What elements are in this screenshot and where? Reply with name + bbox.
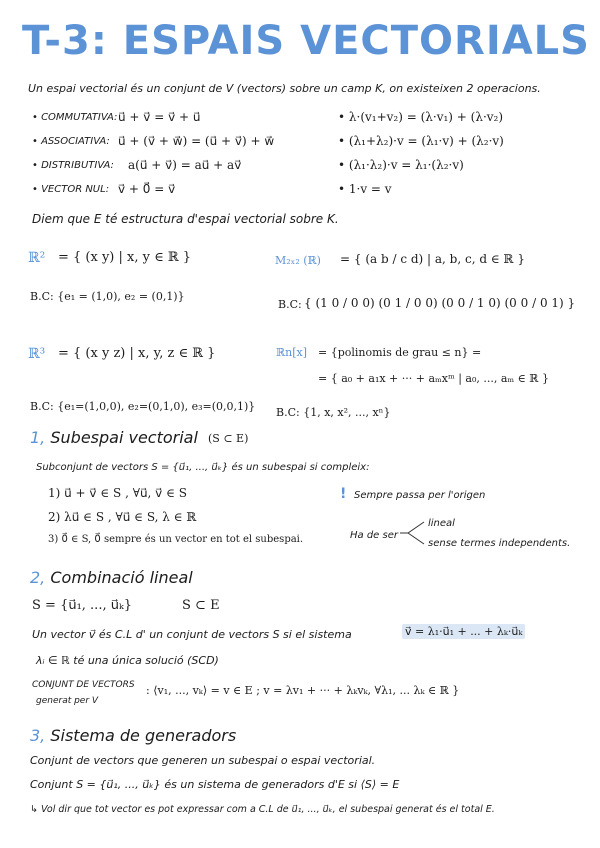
r2-basis: B.C: {e₁ = (1,0), e₂ = (0,1)}	[30, 290, 185, 303]
section2-line1: Un vector v⃗ és C.L d' un conjunt de vectors S si el sistema	[32, 628, 352, 641]
r2-set: = { (x y) | x, y ∈ ℝ }	[58, 250, 192, 265]
section3-number: 3,	[30, 726, 46, 745]
section3-line1: Conjunt de vectors que generen un subespai o espai vectorial.	[30, 754, 376, 767]
m2x2-set: = { (a b / c d) | a, b, c, d ∈ ℝ }	[340, 252, 525, 266]
section1-item-2: 2) λu⃗ ∈ S , ∀u⃗ ∈ S, λ ∈ ℝ	[48, 510, 197, 524]
section1-item-3: 3) 0⃗ ∈ S, 0⃗ sempre és un vector en tot el subespai.	[48, 534, 304, 545]
m2x2-basis: { (1 0 / 0 0) (0 1 / 0 0) (0 0 / 1 0) (0 0 / 0 1) }	[304, 296, 576, 310]
exclamation-icon: !	[340, 486, 347, 502]
property-right-3: • (λ₁·λ₂)·v = λ₁·(λ₂·v)	[338, 158, 464, 172]
r3-name: ℝ³	[28, 346, 46, 362]
rn-name: ℝn[x]	[276, 346, 308, 359]
r3-basis: B.C: {e₁=(1,0,0), e₂=(0,1,0), e₃=(0,0,1)}	[30, 400, 256, 413]
property-associative-label: • ASSOCIATIVA:	[32, 136, 110, 147]
section2-subset: S ⊂ E	[182, 598, 220, 613]
property-distributive-formula: a(u⃗ + v⃗) = au⃗ + av⃗	[128, 158, 242, 172]
rn-basis: B.C: {1, x, x², ..., xⁿ}	[276, 406, 391, 419]
r3-set: = { (x y z) | x, y, z ∈ ℝ }	[58, 346, 216, 361]
section2-set: S = {u⃗₁, ..., u⃗ₖ}	[32, 598, 132, 613]
property-associative-formula: u⃗ + (v⃗ + w⃗) = (u⃗ + v⃗) + w⃗	[118, 134, 275, 148]
section2-heading	[30, 568, 193, 587]
section1-number: 1,	[30, 428, 46, 447]
section2-number: 2,	[30, 568, 46, 587]
section3-heading	[30, 726, 236, 745]
property-commutative-label: • COMMUTATIVA:	[32, 112, 118, 123]
r2-name: ℝ²	[28, 250, 46, 266]
section1-note-origin: Sempre passa per l'origen	[354, 490, 486, 501]
section1-item-1: 1) u⃗ + v⃗ ∈ S , ∀u⃗, v⃗ ∈ S	[48, 486, 188, 500]
section1-abbr: (S ⊂ E)	[208, 432, 249, 445]
section2-line2: λᵢ ∈ ℝ té una única solució (SCD)	[36, 654, 219, 667]
section1-title: Subespai vectorial	[50, 428, 198, 447]
section2-title: Combinació lineal	[50, 568, 193, 587]
property-right-4: • 1·v = v	[338, 182, 392, 196]
section2-system-highlight: v⃗ = λ₁·u⃗₁ + ... + λₖ·u⃗ₖ	[402, 624, 525, 639]
page-title: T-3: ESPAIS VECTORIALS	[22, 18, 590, 64]
section1-heading	[30, 428, 198, 447]
property-right-1: • λ·(v₁+v₂) = (λ·v₁) + (λ·v₂)	[338, 110, 504, 124]
section2-conj-label2: generat per V	[36, 696, 99, 706]
section3-title: Sistema de generadors	[50, 726, 237, 745]
section2-conj-label1: CONJUNT DE VECTORS	[32, 680, 135, 690]
section3-line2: Conjunt S = {u⃗₁, ..., u⃗ₖ} és un sistema de generadors d'E si ⟨S⟩ = E	[30, 778, 400, 791]
section1-note-no-indep: sense termes independents.	[428, 538, 571, 549]
property-distributive-label: • DISTRIBUTIVA:	[32, 160, 114, 171]
intro-text: Un espai vectorial és un conjunt de V (vectors) sobre un camp K, on existeixen 2 operacions.	[28, 82, 541, 95]
property-null-vector-label: • VECTOR NUL:	[32, 184, 110, 195]
branch-arrow-icon	[398, 518, 428, 548]
section3-line3: ↳ Vol dir que tot vector es pot expressar com a C.L de u⃗₁, ..., u⃗ₖ, el subespai generat és el total E.	[30, 804, 495, 815]
structure-line: Diem que E té estructura d'espai vectorial sobre K.	[32, 212, 339, 226]
rn-line2: = { a₀ + a₁x + ··· + aₘxᵐ | a₀, ..., aₘ ∈ ℝ }	[318, 372, 549, 385]
m2x2-basis-label: B.C:	[278, 298, 302, 311]
property-commutative-formula: u⃗ + v⃗ = v⃗ + u⃗	[118, 110, 201, 124]
m2x2-name: M₂ₓ₂ (ℝ)	[275, 254, 321, 267]
section1-intro: Subconjunt de vectors S = {u⃗₁, ..., u⃗ₖ} és un subespai si compleix:	[36, 462, 370, 473]
section1-note-linear: lineal	[428, 518, 455, 529]
property-null-vector-formula: v⃗ + 0⃗ = v⃗	[118, 182, 176, 196]
section2-conj-formula: : ⟨v₁, ..., vₖ⟩ = v ∈ E ; v = λv₁ + ··· + λₖvₖ, ∀λ₁, ... λₖ ∈ ℝ }	[146, 684, 460, 697]
rn-line1: = {polinomis de grau ≤ n} =	[318, 346, 482, 359]
section1-note-must-be: Ha de ser	[350, 530, 398, 541]
property-right-2: • (λ₁+λ₂)·v = (λ₁·v) + (λ₂·v)	[338, 134, 504, 148]
